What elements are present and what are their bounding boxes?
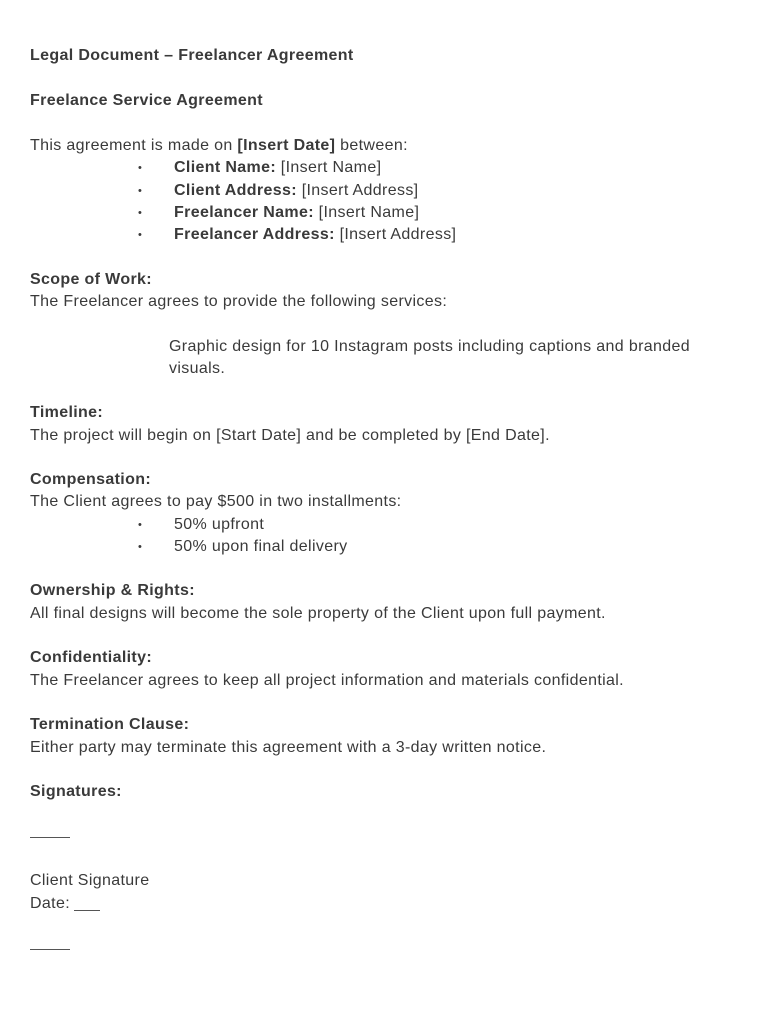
intro-suffix: between: (335, 137, 408, 154)
installment-text: 50% upon final delivery (174, 538, 348, 555)
document-header: Legal Document – Freelancer Agreement (30, 47, 354, 64)
compensation-text: The Client agrees to pay $500 in two installments: (30, 493, 402, 510)
bullet-icon: • (138, 185, 143, 197)
ownership-heading: Ownership & Rights: (30, 582, 195, 599)
party-label: Freelancer Address: (174, 226, 335, 243)
client-date-blank[interactable] (74, 910, 100, 911)
scope-services: Graphic design for 10 Instagram posts including captions and branded visuals. (169, 338, 690, 377)
installment-text: 50% upfront (174, 516, 265, 533)
bullet-icon: • (138, 207, 143, 219)
intro-sentence (30, 135, 408, 157)
bullet-icon: • (138, 162, 143, 174)
intro-date-placeholder: [Insert Date] (237, 137, 336, 154)
compensation-heading: Compensation: (30, 471, 151, 488)
bullet-icon: • (138, 519, 143, 531)
scope-text: The Freelancer agrees to provide the following services: (30, 293, 448, 310)
party-value: [Insert Name] (313, 204, 420, 221)
scope-heading: Scope of Work: (30, 271, 152, 288)
termination-text: Either party may terminate this agreement with a 3-day written notice. (30, 739, 547, 756)
party-value: [Insert Address] (296, 182, 419, 199)
termination-heading: Termination Clause: (30, 716, 190, 733)
party-label: Client Address: (174, 182, 297, 199)
timeline-heading: Timeline: (30, 404, 104, 421)
party-value: [Insert Name] (276, 159, 382, 176)
intro-prefix: This agreement is made on (30, 137, 238, 154)
freelancer-signature-line[interactable] (30, 949, 70, 950)
client-signature-label: Client Signature (30, 872, 150, 889)
client-signature-line[interactable] (30, 837, 70, 838)
bullet-icon: • (138, 229, 143, 241)
signatures-heading: Signatures: (30, 783, 122, 800)
party-value: [Insert Address] (334, 226, 457, 243)
bullet-icon: • (138, 541, 143, 553)
ownership-text: All final designs will become the sole property of the Client upon full payment. (30, 605, 606, 622)
date-label: Date: (30, 895, 70, 912)
document-title: Freelance Service Agreement (30, 92, 263, 109)
confidentiality-heading: Confidentiality: (30, 649, 153, 666)
timeline-text: The project will begin on [Start Date] and be completed by [End Date]. (30, 427, 550, 444)
party-label: Freelancer Name: (174, 204, 314, 221)
party-label: Client Name: (174, 159, 276, 176)
client-date-row (30, 893, 100, 915)
confidentiality-text: The Freelancer agrees to keep all project information and materials confidential. (30, 672, 624, 689)
